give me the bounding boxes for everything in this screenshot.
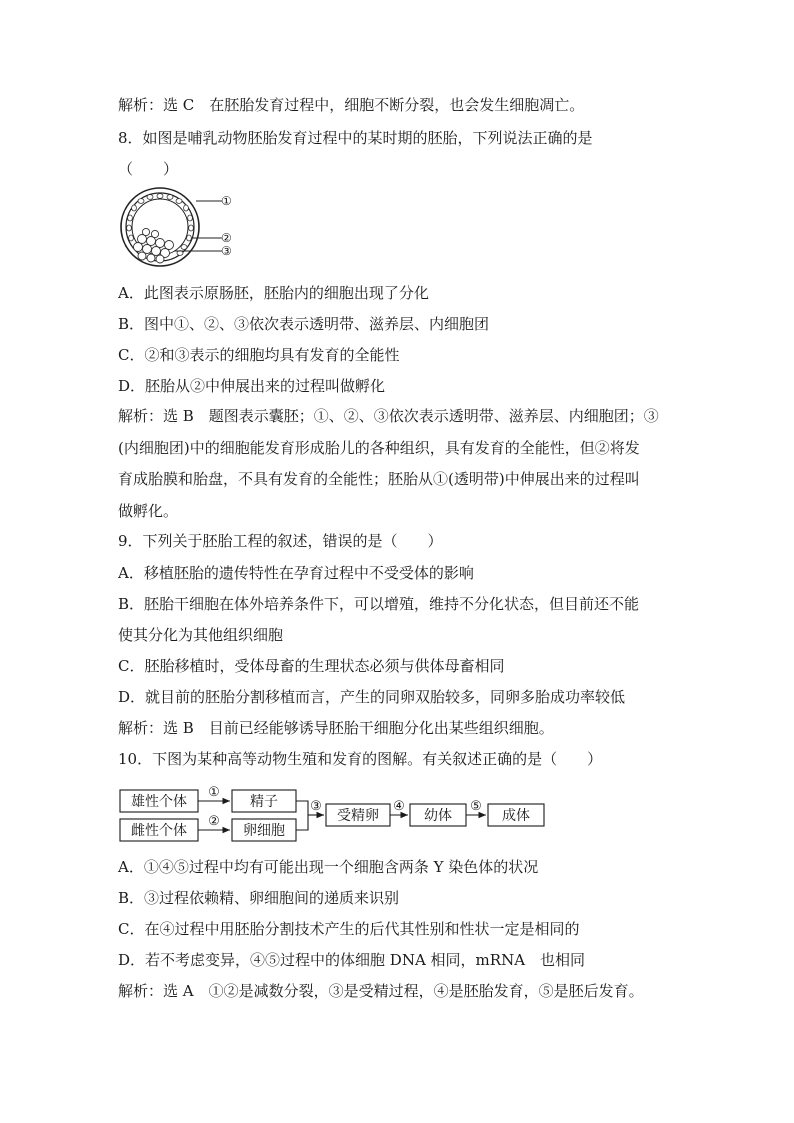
question-10-option-a: A．①④⑤过程中均有可能出现一个细胞含两条 Y 染色体的状况 [118,858,539,876]
answer-8-line: 做孵化。 [118,501,179,520]
question-8-option-c: C．②和③表示的细胞均具有发育的全能性 [118,346,400,364]
blastocyst-figure [118,187,248,269]
question-8-option-a: A．此图表示原肠胚，胚胎内的细胞出现了分化 [118,284,429,302]
question-9-option-a: A．移植胚胎的遗传特性在孕育过程中不受受体的影响 [118,564,474,582]
label-2: ② [221,231,232,245]
answer-8-line: (内细胞团)中的细胞能发育形成胎儿的各种组织，具有发育的全能性，但②将发 [118,438,640,457]
label-1: ① [221,194,232,208]
step-5-label: ⑤ [470,799,482,814]
step-2-label: ② [208,814,220,829]
question-9-option-d: D．就目前的胚胎分割移植而言，产生的同卵双胎较多，同卵多胎成功率较低 [118,688,626,706]
reproduction-flow-diagram [118,782,548,844]
label-3: ③ [221,244,232,258]
question-9-option-c: C．胚胎移植时，受体母畜的生理状态必须与供体母畜相同 [118,657,505,675]
answer-10: 解析：选 A ①②是减数分裂，③是受精过程，④是胚胎发育，⑤是胚后发育。 [118,982,644,1000]
answer-9: 解析：选 B 目前已经能够诱导胚胎干细胞分化出某些组织细胞。 [118,719,554,737]
question-8-option-d: D．胚胎从②中伸展出来的过程叫做孵化 [118,377,386,395]
answer-8-line: 育成胎膜和胎盘，不具有发育的全能性；胚胎从①(透明带)中伸展出来的过程叫 [118,470,640,488]
question-8-paren: （ ） [118,160,179,178]
answer-7: 解析：选 C 在胚胎发育过程中，细胞不断分裂，也会发生细胞凋亡。 [118,96,585,114]
question-9-option-b: B．胚胎干细胞在体外培养条件下，可以增殖，维持不分化状态，但目前还不能 [118,595,640,613]
question-9-option-b-cont: 使其分化为其他组织细胞 [118,626,284,644]
female-label: 雌性个体 [131,823,187,839]
zygote-label: 受精卵 [337,808,379,824]
step-3-label: ③ [310,799,322,814]
question-10-option-d: D．若不考虑变异，④⑤过程中的体细胞 DNA 相同，mRNA 也相同 [118,951,586,969]
question-10-stem: 10．下图为某种高等动物生殖和发育的图解。有关叙述正确的是（ ） [118,750,603,768]
adult-label: 成体 [502,808,530,824]
question-8-stem: 8．如图是哺乳动物胚胎发育过程中的某时期的胚胎，下列说法正确的是 [118,129,593,147]
question-10-option-b: B．③过程依赖精、卵细胞间的递质来识别 [118,889,400,907]
male-label: 雄性个体 [131,794,187,810]
step-4-label: ④ [393,799,405,814]
juvenile-label: 幼体 [424,808,452,824]
sperm-label: 精子 [250,794,278,810]
answer-8-line: 解析：选 B 题图表示囊胚；①、②、③依次表示透明带、滋养层、内细胞团；③ [118,407,659,425]
answer-8 [118,401,678,527]
egg-label: 卵细胞 [243,823,285,839]
question-9-stem: 9．下列关于胚胎工程的叙述，错误的是（ ） [118,532,443,550]
step-1-label: ① [208,785,220,800]
question-8-option-b: B．图中①、②、③依次表示透明带、滋养层、内细胞团 [118,315,490,333]
question-10-option-c: C．在④过程中用胚胎分割技术产生的后代其性别和性状一定是相同的 [118,920,580,938]
